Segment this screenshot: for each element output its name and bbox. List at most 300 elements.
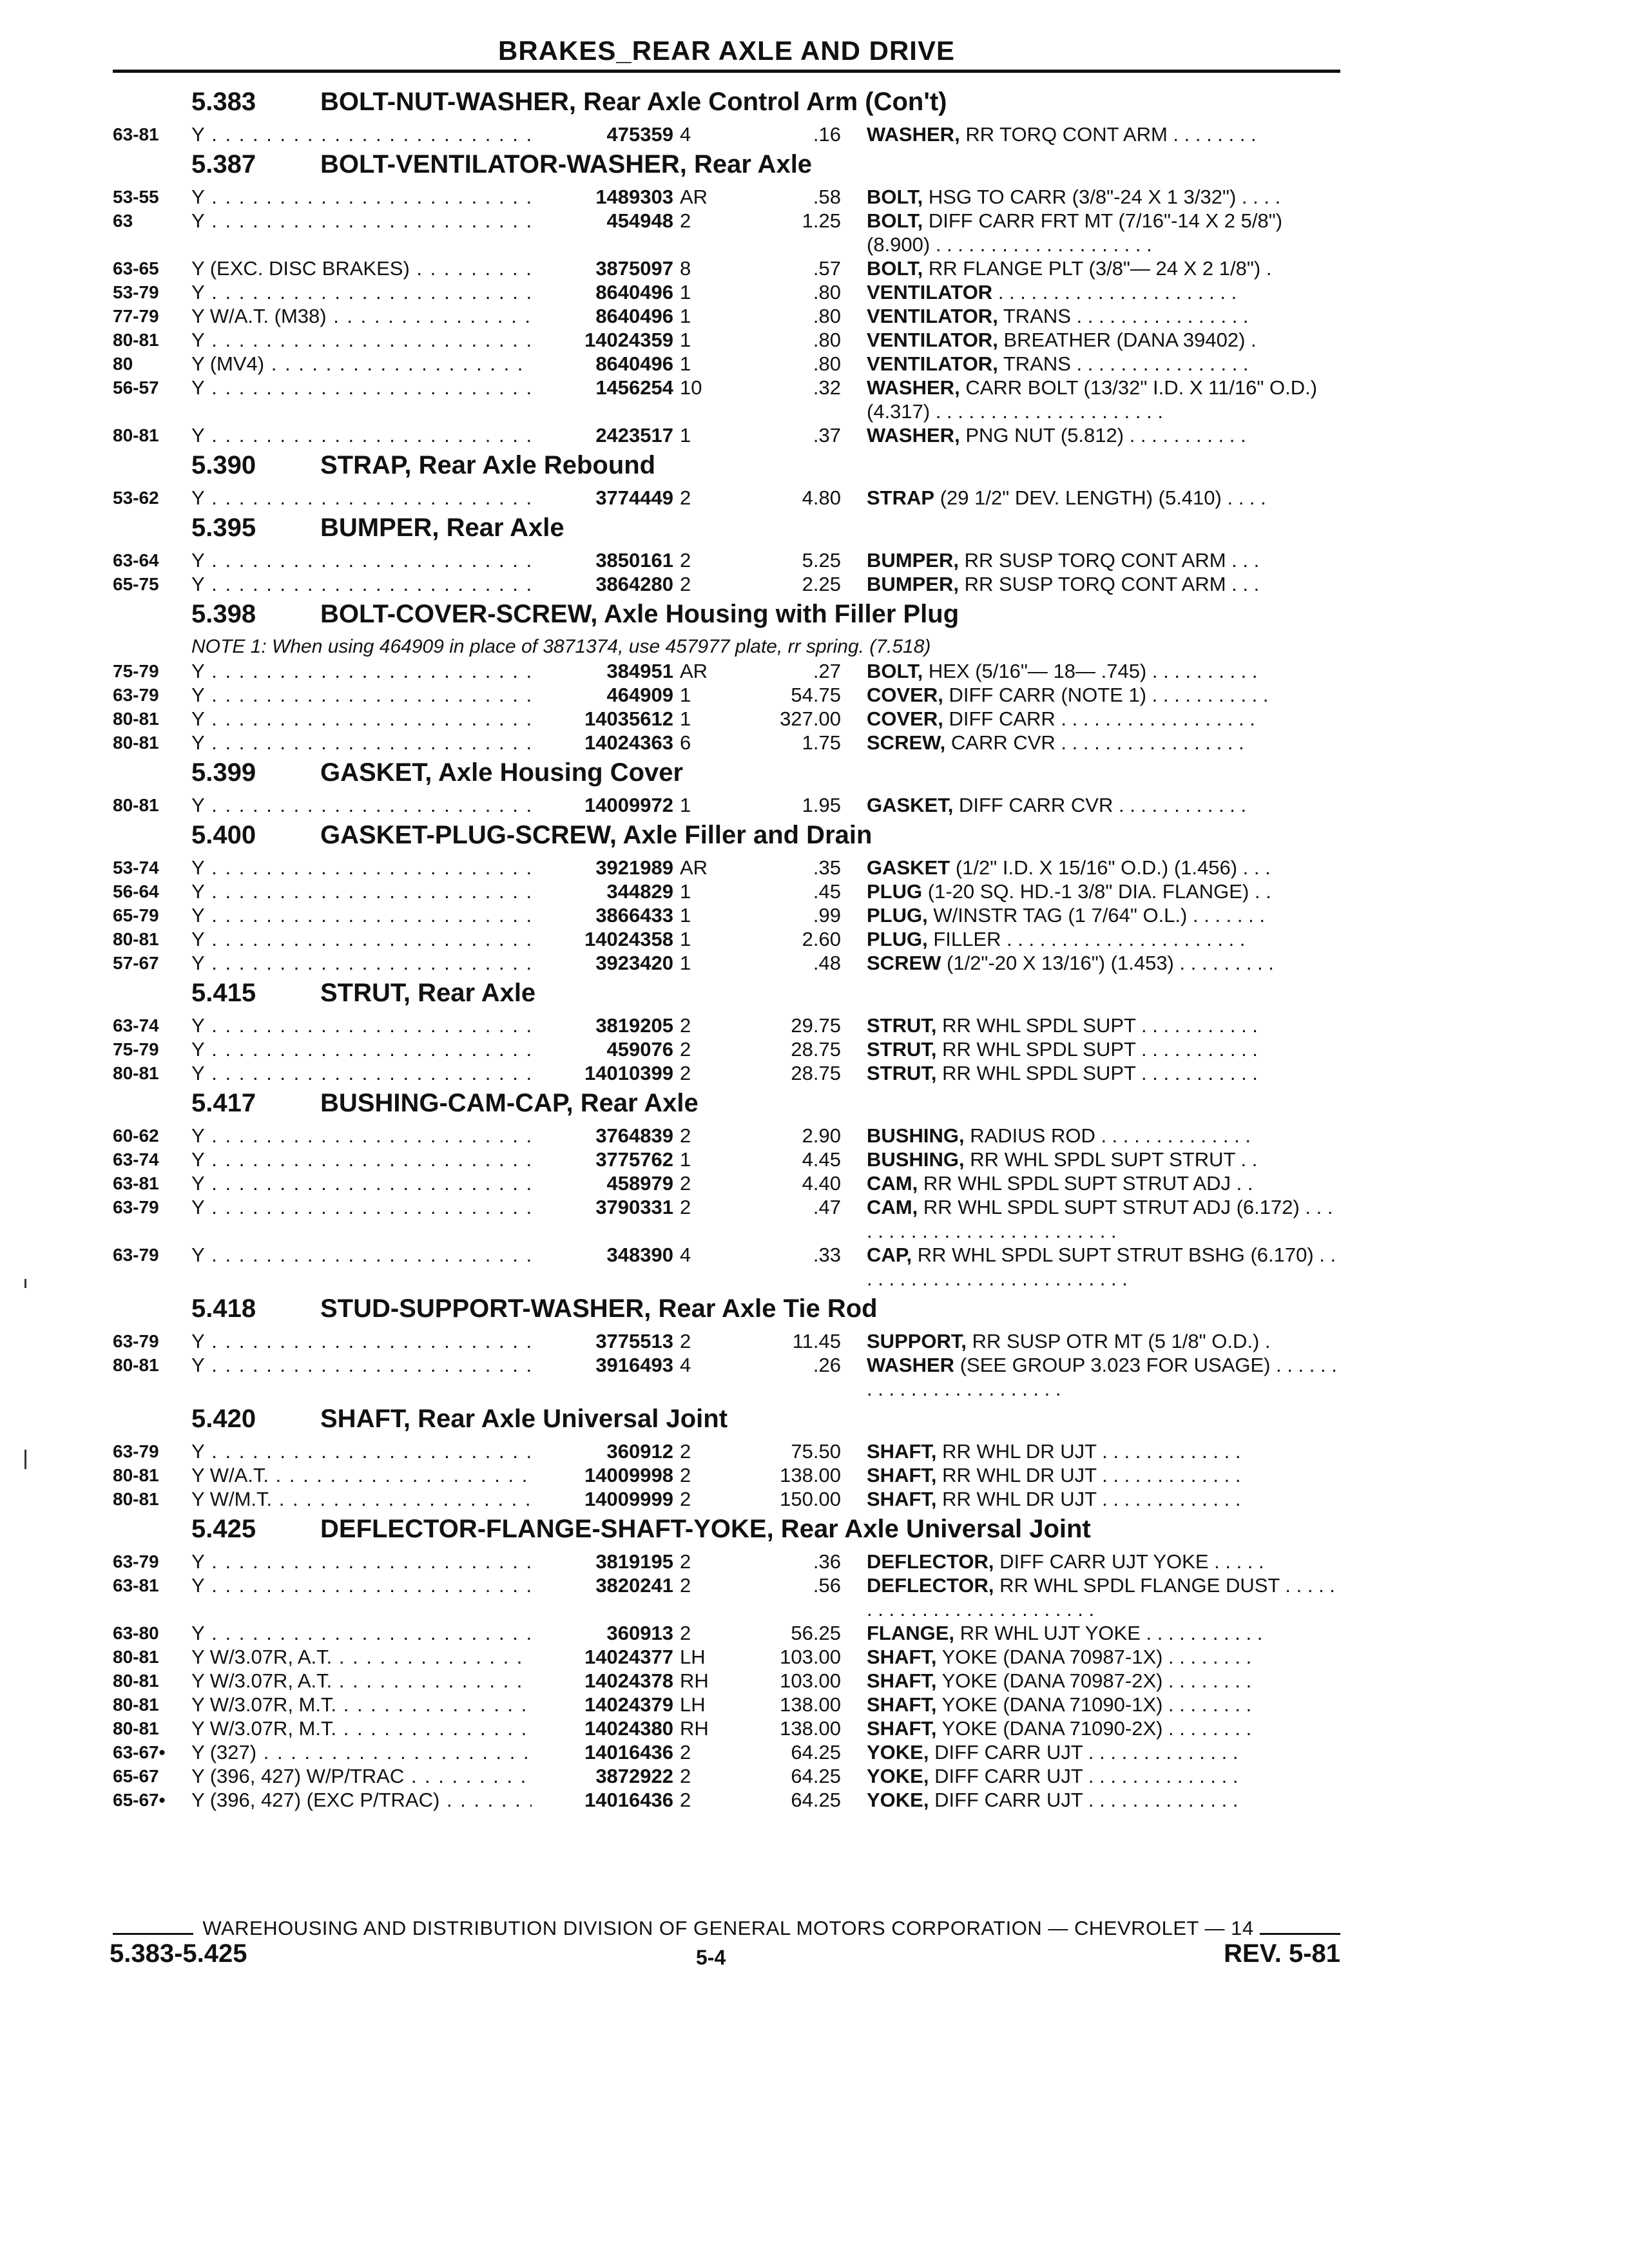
part-detail: RR SUSP TORQ CONT ARM . . .: [964, 573, 1260, 595]
model-years: 80-81: [113, 425, 159, 445]
section-number: 5.399: [191, 758, 256, 787]
part-name: BOLT,: [867, 209, 923, 232]
part-row: [113, 1764, 1340, 1788]
part-description: [867, 352, 1340, 376]
part-description: [867, 548, 1340, 572]
section-title: BUSHING-CAM-CAP, Rear Axle: [320, 1089, 699, 1117]
section-number: 5.398: [191, 600, 256, 628]
application: Y . . .: [191, 1148, 568, 1171]
part-detail: DIFF CARR UJT . . . . . . . . . . . . . .: [934, 1741, 1239, 1763]
price: .80: [813, 281, 841, 303]
part-description: [867, 1573, 1340, 1621]
part-row: [113, 328, 1340, 352]
part-detail: DIFF CARR UJT . . . . . . . . . . . . . .: [934, 1765, 1239, 1787]
part-number: 14024380: [532, 1716, 673, 1740]
application: Y . . .: [191, 683, 568, 707]
part-description: [867, 1645, 1340, 1669]
price: 2.25: [802, 573, 841, 595]
part-description: [867, 1439, 1340, 1463]
model-years: 63-79: [113, 1245, 159, 1265]
part-description: [867, 1014, 1340, 1037]
model-years: 63-80: [113, 1623, 159, 1643]
application: Y . . .: [191, 572, 568, 596]
part-name: BUMPER,: [867, 549, 959, 572]
quantity: 1: [680, 684, 691, 706]
model-years: 80-81: [113, 1718, 159, 1738]
part-row: [113, 1621, 1340, 1645]
application: Y . . .: [191, 486, 568, 510]
model-years: 80-81: [113, 330, 159, 350]
part-detail: YOKE (DANA 70987-1X) . . . . . . . .: [941, 1646, 1252, 1668]
part-description: [867, 1693, 1340, 1716]
part-number: 3819205: [532, 1014, 673, 1037]
part-name: BOLT,: [867, 257, 923, 280]
part-description: [867, 572, 1340, 596]
price: 28.75: [791, 1062, 841, 1084]
part-detail: CARR CVR . . . . . . . . . . . . . . . . .: [950, 731, 1244, 754]
part-name: CAP,: [867, 1244, 912, 1266]
part-number: 3872922: [532, 1764, 673, 1788]
price: .80: [813, 305, 841, 327]
part-name: DEFLECTOR,: [867, 1574, 994, 1597]
price: 29.75: [791, 1014, 841, 1037]
price: 2.60: [802, 928, 841, 950]
part-row: [113, 1669, 1340, 1693]
parts-listing: [113, 84, 1340, 1812]
part-description: [867, 879, 1340, 903]
model-years: 53-55: [113, 187, 159, 207]
quantity: 2: [680, 1622, 691, 1644]
part-number: 14024378: [532, 1669, 673, 1693]
part-number: 3916493: [532, 1353, 673, 1377]
part-number: 1456254: [532, 376, 673, 399]
part-description: [867, 903, 1340, 927]
part-name: BUMPER,: [867, 573, 959, 595]
model-years: 80-81: [113, 709, 159, 729]
part-detail: . . . . . . . . . . . . . . . . . . . . . .: [998, 281, 1237, 303]
part-number: 14024379: [532, 1693, 673, 1716]
application: Y . . .: [191, 376, 568, 399]
section-heading: [113, 975, 1340, 1014]
part-number: 8640496: [532, 304, 673, 328]
model-years: 63-74: [113, 1015, 159, 1035]
part-description: [867, 731, 1340, 754]
part-description: [867, 856, 1340, 879]
part-row: [113, 1014, 1340, 1037]
part-detail: (1/2" I.D. X 15/16" O.D.) (1.456) . . .: [955, 856, 1271, 879]
part-description: [867, 376, 1340, 423]
model-years: 57-67: [113, 953, 159, 973]
model-years: 80: [113, 354, 133, 374]
part-number: 454948: [532, 209, 673, 233]
part-row: [113, 1124, 1340, 1148]
part-name: PLUG,: [867, 928, 928, 950]
application: Y . . .: [191, 856, 568, 879]
part-name: SCREW: [867, 952, 941, 974]
application: Y . . .: [191, 731, 568, 754]
section-number: 5.390: [191, 451, 256, 479]
part-number: 14009972: [532, 793, 673, 817]
model-years: 53-79: [113, 282, 159, 302]
part-description: [867, 1195, 1340, 1243]
price: .27: [813, 660, 841, 682]
part-name: COVER,: [867, 684, 943, 706]
part-row: [113, 1487, 1340, 1511]
part-name: SHAFT,: [867, 1693, 937, 1716]
part-row: [113, 1148, 1340, 1171]
price: .58: [813, 186, 841, 208]
price: 4.40: [802, 1172, 841, 1195]
price: 56.25: [791, 1622, 841, 1644]
part-row: [113, 423, 1340, 447]
price: 64.25: [791, 1789, 841, 1811]
part-description: [867, 1037, 1340, 1061]
application: Y . . .: [191, 1061, 568, 1085]
quantity: LH: [680, 1646, 706, 1668]
part-name: VENTILATOR,: [867, 352, 998, 375]
application: Y . . .: [191, 328, 568, 352]
section-title: STRUT, Rear Axle: [320, 979, 536, 1007]
quantity: 2: [680, 1196, 691, 1218]
price: 1.25: [802, 209, 841, 232]
part-detail: DIFF CARR (NOTE 1) . . . . . . . . . . .: [949, 684, 1269, 706]
part-name: VENTILATOR,: [867, 329, 998, 351]
section-number: 5.420: [191, 1405, 256, 1433]
quantity: 1: [680, 880, 691, 903]
section-heading: [113, 1085, 1340, 1124]
application: Y W/A.T. (M38) . . .: [191, 304, 568, 328]
model-years: 63-81: [113, 1173, 159, 1193]
application: Y . . .: [191, 951, 568, 975]
part-number: 3790331: [532, 1195, 673, 1219]
part-detail: HEX (5/16"— 18— .745) . . . . . . . . . .: [928, 660, 1258, 682]
footer-page-number: 5-4: [696, 1946, 726, 1969]
quantity: LH: [680, 1693, 706, 1716]
part-row: [113, 951, 1340, 975]
application: Y (396, 427) (EXC P/TRAC) . . .: [191, 1788, 568, 1812]
section-number: 5.425: [191, 1515, 256, 1543]
application: Y . . .: [191, 879, 568, 903]
quantity: 2: [680, 1062, 691, 1084]
part-name: SCREW,: [867, 731, 946, 754]
model-years: 63: [113, 211, 133, 231]
application: Y . . .: [191, 185, 568, 209]
price: 327.00: [780, 707, 841, 730]
model-years: 65-75: [113, 574, 159, 594]
application: Y . . .: [191, 1124, 568, 1148]
part-row: [113, 731, 1340, 754]
part-row: [113, 1439, 1340, 1463]
part-description: [867, 1353, 1340, 1401]
part-name: STRUT,: [867, 1062, 937, 1084]
margin-mark: [24, 1279, 26, 1288]
page-header: BRAKES_REAR AXLE AND DRIVE: [498, 35, 955, 66]
model-years: 63-79: [113, 1552, 159, 1571]
part-description: [867, 1329, 1340, 1353]
quantity: 4: [680, 1354, 691, 1376]
part-name: SHAFT,: [867, 1646, 937, 1668]
footer-publisher: WAREHOUSING AND DISTRIBUTION DIVISION OF GENERAL MOTORS CORPORATION — CHEVROLET — 14: [202, 1917, 1254, 1939]
section-heading: [113, 1291, 1340, 1329]
part-detail: DIFF CARR . . . . . . . . . . . . . . . . . .: [949, 707, 1255, 730]
application: Y . . .: [191, 927, 568, 951]
part-number: 14009999: [532, 1487, 673, 1511]
part-row: [113, 1329, 1340, 1353]
section-title: GASKET, Axle Housing Cover: [320, 758, 684, 787]
part-detail: HSG TO CARR (3/8"-24 X 1 3/32") . . . .: [928, 186, 1281, 208]
model-years: 63-65: [113, 258, 159, 278]
quantity: 2: [680, 1574, 691, 1597]
part-detail: BREATHER (DANA 39402) .: [1003, 329, 1257, 351]
part-name: BOLT,: [867, 660, 923, 682]
quantity: 1: [680, 305, 691, 327]
part-name: WASHER,: [867, 376, 960, 399]
part-detail: CARR BOLT (13/32" I.D. X 11/16" O.D.) (4.317) . . . . . . . . . . . . . . . . . . . . .: [867, 376, 1318, 423]
part-description: [867, 209, 1340, 256]
section-note: [113, 635, 1340, 659]
quantity: 4: [680, 1244, 691, 1266]
part-row: [113, 1573, 1340, 1621]
model-years: 65-79: [113, 905, 159, 925]
model-years: 63-81: [113, 124, 159, 144]
part-row: [113, 1243, 1340, 1291]
model-years: 63-79: [113, 685, 159, 705]
section-number: 5.387: [191, 150, 256, 178]
part-name: STRUT,: [867, 1038, 937, 1061]
part-row: [113, 376, 1340, 423]
application: Y . . .: [191, 1573, 568, 1597]
section-title: DEFLECTOR-FLANGE-SHAFT-YOKE, Rear Axle Universal Joint: [320, 1515, 1091, 1543]
model-years: 56-64: [113, 881, 159, 901]
application: Y . . .: [191, 903, 568, 927]
quantity: 10: [680, 376, 702, 399]
part-row: [113, 548, 1340, 572]
application: Y . . .: [191, 122, 568, 146]
application: Y W/M.T. . . .: [191, 1487, 568, 1511]
part-detail: DIFF CARR UJT . . . . . . . . . . . . . .: [934, 1789, 1239, 1811]
part-number: 3820241: [532, 1573, 673, 1597]
part-description: [867, 1669, 1340, 1693]
section-title: BOLT-VENTILATOR-WASHER, Rear Axle: [320, 150, 813, 178]
part-description: [867, 1124, 1340, 1148]
part-detail: YOKE (DANA 71090-1X) . . . . . . . .: [941, 1693, 1252, 1716]
application: Y . . .: [191, 1439, 568, 1463]
model-years: 80-81: [113, 1355, 159, 1375]
price: .80: [813, 352, 841, 375]
part-name: BOLT,: [867, 186, 923, 208]
application: Y . . .: [191, 1621, 568, 1645]
part-detail: TRANS . . . . . . . . . . . . . . . .: [1003, 352, 1249, 375]
part-detail: (SEE GROUP 3.023 FOR USAGE) . . . . . . . . . . . . . . . . . . . . . . . .: [867, 1354, 1337, 1400]
part-name: SHAFT,: [867, 1669, 937, 1692]
part-detail: RR WHL DR UJT . . . . . . . . . . . . .: [942, 1488, 1241, 1510]
model-years: 77-79: [113, 306, 159, 326]
quantity: 2: [680, 1789, 691, 1811]
part-description: [867, 1487, 1340, 1511]
part-description: [867, 1740, 1340, 1764]
application: Y W/3.07R, M.T. . . .: [191, 1693, 568, 1716]
part-row: [113, 1171, 1340, 1195]
part-detail: RR WHL SPDL SUPT STRUT ADJ . .: [923, 1172, 1253, 1195]
application: Y . . .: [191, 707, 568, 731]
price: 103.00: [780, 1669, 841, 1692]
quantity: 1: [680, 281, 691, 303]
part-name: GASKET: [867, 856, 950, 879]
section-title: GASKET-PLUG-SCREW, Axle Filler and Drain: [320, 821, 872, 849]
quantity: 2: [680, 486, 691, 509]
part-description: [867, 927, 1340, 951]
part-name: SHAFT,: [867, 1440, 937, 1463]
model-years: 63-79: [113, 1197, 159, 1217]
footer-rule-right: [1260, 1933, 1340, 1935]
application: Y . . .: [191, 209, 568, 233]
quantity: 1: [680, 707, 691, 730]
part-description: [867, 1550, 1340, 1573]
part-description: [867, 793, 1340, 817]
part-name: YOKE,: [867, 1741, 929, 1763]
part-description: [867, 1243, 1340, 1291]
part-number: 3875097: [532, 256, 673, 280]
part-number: 360913: [532, 1621, 673, 1645]
part-row: [113, 903, 1340, 927]
part-detail: FILLER . . . . . . . . . . . . . . . . . . . . . .: [933, 928, 1246, 950]
application: Y W/3.07R, M.T. . . .: [191, 1716, 568, 1740]
part-detail: YOKE (DANA 71090-2X) . . . . . . . .: [941, 1717, 1252, 1740]
application: Y . . .: [191, 1329, 568, 1353]
quantity: 1: [680, 329, 691, 351]
part-row: [113, 486, 1340, 510]
part-number: 14024359: [532, 328, 673, 352]
model-years: 80-81: [113, 1695, 159, 1715]
quantity: 2: [680, 1464, 691, 1486]
part-row: [113, 304, 1340, 328]
part-row: [113, 1061, 1340, 1085]
part-detail: W/INSTR TAG (1 7/64" O.L.) . . . . . . .: [933, 904, 1265, 927]
part-name: WASHER,: [867, 424, 960, 447]
part-row: [113, 856, 1340, 879]
part-number: 3864280: [532, 572, 673, 596]
model-years: 53-62: [113, 488, 159, 508]
part-number: 14035612: [532, 707, 673, 731]
section-number: 5.418: [191, 1294, 256, 1323]
part-number: 459076: [532, 1037, 673, 1061]
quantity: 1: [680, 952, 691, 974]
application: Y . . .: [191, 280, 568, 304]
price: 28.75: [791, 1038, 841, 1061]
model-years: 65-67•: [113, 1790, 166, 1810]
price: .99: [813, 904, 841, 927]
part-name: PLUG,: [867, 904, 928, 927]
application: Y . . .: [191, 1037, 568, 1061]
model-years: 53-74: [113, 858, 159, 878]
section-heading: [113, 447, 1340, 486]
part-number: 348390: [532, 1243, 673, 1267]
part-number: 14024363: [532, 731, 673, 754]
part-name: COVER,: [867, 707, 943, 730]
model-years: 75-79: [113, 1039, 159, 1059]
part-name: SHAFT,: [867, 1488, 937, 1510]
part-name: SHAFT,: [867, 1464, 937, 1486]
quantity: RH: [680, 1669, 709, 1692]
application: Y . . .: [191, 793, 568, 817]
model-years: 63-79: [113, 1441, 159, 1461]
part-detail: RR WHL DR UJT . . . . . . . . . . . . .: [942, 1464, 1241, 1486]
part-number: 3774449: [532, 486, 673, 510]
application: Y (EXC. DISC BRAKES) . . .: [191, 256, 568, 280]
part-description: [867, 122, 1340, 146]
part-name: YOKE,: [867, 1765, 929, 1787]
section-heading: [113, 84, 1340, 122]
part-row: [113, 1645, 1340, 1669]
part-number: 360912: [532, 1439, 673, 1463]
part-row: [113, 572, 1340, 596]
section-title: SHAFT, Rear Axle Universal Joint: [320, 1405, 728, 1433]
part-row: [113, 1740, 1340, 1764]
section-number: 5.395: [191, 514, 256, 542]
part-number: 14024358: [532, 927, 673, 951]
margin-mark: [24, 1450, 26, 1469]
part-row: [113, 1463, 1340, 1487]
application: Y W/A.T. . . .: [191, 1463, 568, 1487]
part-row: [113, 185, 1340, 209]
quantity: AR: [680, 856, 708, 879]
part-description: [867, 256, 1340, 280]
quantity: 2: [680, 1124, 691, 1147]
part-name: FLANGE,: [867, 1622, 955, 1644]
price: .37: [813, 424, 841, 447]
quantity: AR: [680, 660, 708, 682]
part-row: [113, 707, 1340, 731]
quantity: 1: [680, 424, 691, 447]
price: 4.45: [802, 1148, 841, 1171]
price: .26: [813, 1354, 841, 1376]
price: 2.90: [802, 1124, 841, 1147]
part-name: WASHER,: [867, 123, 960, 146]
application: Y . . .: [191, 548, 568, 572]
part-name: YOKE,: [867, 1789, 929, 1811]
part-name: VENTILATOR,: [867, 305, 998, 327]
part-number: 344829: [532, 879, 673, 903]
part-name: SUPPORT,: [867, 1330, 967, 1352]
part-number: 14016436: [532, 1788, 673, 1812]
part-number: 384951: [532, 659, 673, 683]
note-text: NOTE 1: When using 464909 in place of 3871374, use 457977 plate, rr spring. (7.518): [191, 636, 931, 657]
price: 103.00: [780, 1646, 841, 1668]
part-name: WASHER: [867, 1354, 955, 1376]
quantity: 2: [680, 1172, 691, 1195]
part-detail: DIFF CARR FRT MT (7/16"-14 X 2 5/8") (8.900) . . . . . . . . . . . . . . . . . . . .: [867, 209, 1283, 256]
part-row: [113, 1693, 1340, 1716]
price: 75.50: [791, 1440, 841, 1463]
part-number: 458979: [532, 1171, 673, 1195]
quantity: 1: [680, 1148, 691, 1171]
part-number: 8640496: [532, 352, 673, 376]
part-row: [113, 1550, 1340, 1573]
part-detail: RR TORQ CONT ARM . . . . . . . .: [965, 123, 1257, 146]
part-description: [867, 1764, 1340, 1788]
part-description: [867, 185, 1340, 209]
quantity: 8: [680, 257, 691, 280]
part-detail: DIFF CARR CVR . . . . . . . . . . . .: [958, 794, 1247, 816]
part-description: [867, 707, 1340, 731]
price: 150.00: [780, 1488, 841, 1510]
quantity: 1: [680, 928, 691, 950]
part-number: 3775762: [532, 1148, 673, 1171]
part-row: [113, 1716, 1340, 1740]
application: Y . . .: [191, 1550, 568, 1573]
model-years: 80-81: [113, 1489, 159, 1509]
application: Y . . .: [191, 659, 568, 683]
